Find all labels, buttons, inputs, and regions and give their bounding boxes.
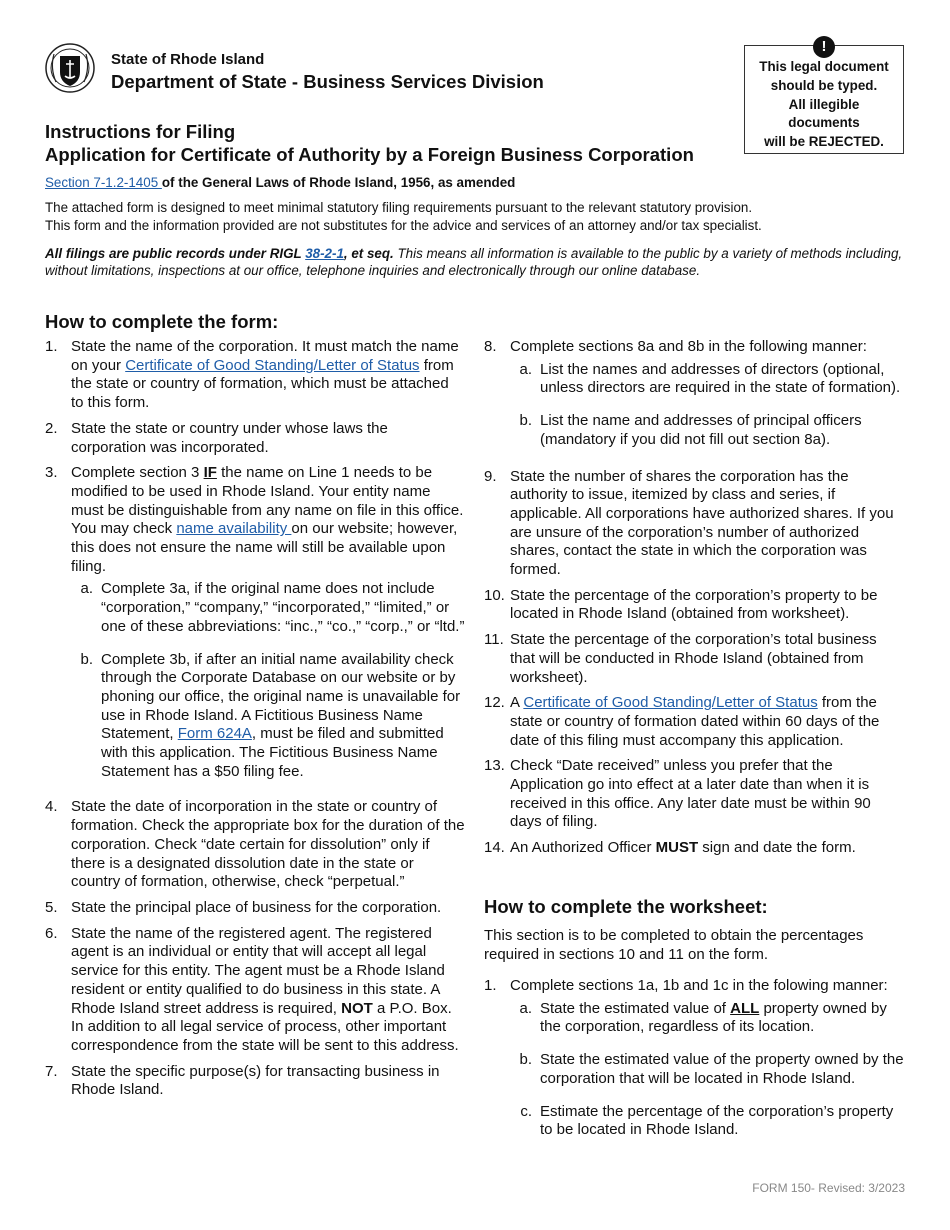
intro-text bbox=[45, 199, 905, 236]
sub-list-item bbox=[510, 361, 904, 398]
list-item bbox=[484, 587, 904, 624]
notice-line: should be typed. bbox=[770, 77, 878, 93]
item-number: 8. bbox=[484, 338, 497, 355]
item-text: State the name of the registered agent. The registered agent is an individual or entity that will accept all legal service for this entity. The agent must be a Rhode Island resident or entity qualified to do business in this state. A Rhode Island street address is required, NOT a P.O. Box. In addition to all legal service of process, other important correspondence from the state will be sent to this address. bbox=[71, 924, 459, 1054]
typed-notice-box bbox=[744, 38, 904, 154]
item-text: State the percentage of the corporation’s property to be located in Rhode Island (obtained from worksheet). bbox=[510, 586, 878, 623]
law-reference bbox=[45, 175, 515, 190]
public-text: This means all information is available to the public by a variety of methods including, without limitations, inspections at our office, telephone inquiries and electronically through our online database. bbox=[45, 246, 903, 278]
list-item bbox=[45, 798, 465, 892]
item-number: 13. bbox=[484, 757, 505, 775]
list-item bbox=[484, 977, 904, 996]
item-letter: a. bbox=[80, 580, 93, 598]
item-letter: c. bbox=[520, 1102, 532, 1120]
item-number: 14. bbox=[484, 839, 505, 857]
notice-line: All illegible bbox=[788, 96, 860, 112]
certificate-link[interactable]: Certificate of Good Standing/Letter of Status bbox=[125, 356, 420, 374]
item-text: State the specific purpose(s) for transacting business in Rhode Island. bbox=[71, 1062, 440, 1099]
sub-list-item bbox=[510, 1103, 904, 1140]
worksheet-intro: This section is to be completed to obtain the percentages required in sections 10 and 11 on the form. bbox=[484, 927, 864, 963]
notice-line: will be REJECTED. bbox=[764, 134, 884, 150]
worksheet-instructions bbox=[484, 977, 904, 1154]
rhode-island-seal-logo bbox=[44, 42, 96, 94]
list-item bbox=[45, 338, 465, 413]
list-item bbox=[484, 338, 904, 357]
page-title-line-1: Instructions for Filing bbox=[45, 121, 236, 142]
list-item bbox=[484, 694, 904, 750]
item-number: 2. bbox=[45, 419, 58, 437]
item-number: 11. bbox=[484, 631, 504, 649]
list-item bbox=[45, 1063, 465, 1100]
list-item bbox=[45, 899, 465, 918]
item-number: 4. bbox=[45, 798, 58, 816]
item-number: 5. bbox=[45, 898, 58, 916]
item-letter: a. bbox=[519, 999, 532, 1017]
list-item bbox=[484, 468, 904, 580]
sub-list-item bbox=[510, 412, 904, 449]
how-to-complete-worksheet-heading: How to complete the worksheet: bbox=[484, 896, 768, 917]
item-text: List the names and addresses of directors (optional, unless directors are required in the state of formation). bbox=[540, 360, 901, 397]
list-item bbox=[484, 631, 904, 687]
public-records-notice bbox=[45, 245, 905, 279]
list-item bbox=[45, 420, 465, 457]
item-number: 12. bbox=[484, 694, 505, 712]
state-name: State of Rhode Island bbox=[111, 51, 265, 68]
intro-line: This form and the information provided are not substitutes for the advice and services of an attorney and/or tax specialist. bbox=[45, 218, 762, 234]
section-link[interactable]: Section 7-1.2-1405 bbox=[45, 175, 162, 190]
page-title-line-2: Application for Certificate of Authority by a Foreign Business Corporation bbox=[45, 144, 694, 165]
item-text: State the number of shares the corporation has the authority to issue, itemized by class and series, if applicable. All corporations have authorized shares. If you are unsure of the corporation’s number of authorized shares, contact the state in which the corporation was formed. bbox=[510, 467, 894, 579]
item-text: Complete sections 8a and 8b in the following manner: bbox=[510, 338, 867, 355]
certificate-link-2[interactable]: Certificate of Good Standing/Letter of Status bbox=[523, 694, 818, 712]
item-text: Estimate the percentage of the corporation’s property to be located in Rhode Island. bbox=[540, 1102, 894, 1139]
item-text: State the principal place of business for the corporation. bbox=[71, 898, 442, 916]
list-item bbox=[45, 925, 465, 1056]
sub-list-item bbox=[510, 1000, 904, 1037]
item-text: A Certificate of Good Standing/Letter of Status from the state or country of formation dated within 60 days of the date of this filing must accompany this application. bbox=[510, 694, 880, 749]
form-instructions-right bbox=[484, 338, 904, 865]
item-number: 1. bbox=[45, 338, 58, 355]
item-text: State the state or country under whose laws the corporation was incorporated. bbox=[71, 419, 388, 456]
item-text: State the percentage of the corporation’s total business that will be conducted in Rhode Island (obtained from worksheet). bbox=[510, 631, 877, 686]
how-to-complete-form-heading: How to complete the form: bbox=[45, 311, 279, 332]
item-text: An Authorized Officer MUST sign and date the form. bbox=[510, 839, 856, 857]
item-number: 9. bbox=[484, 467, 497, 485]
notice-line: documents bbox=[788, 115, 860, 131]
item-text: Complete sections 1a, 1b and 1c in the folowing manner: bbox=[510, 977, 888, 994]
item-number: 7. bbox=[45, 1062, 58, 1080]
public-bold: All filings are public records under RIGL bbox=[45, 246, 306, 261]
intro-line: The attached form is designed to meet minimal statutory filing requirements pursuant to the relevant statutory provision. bbox=[45, 200, 753, 215]
department-name: Department of State - Business Services Division bbox=[111, 71, 544, 92]
item-letter: b. bbox=[80, 650, 93, 668]
item-text: State the name of the corporation. It must match the name on your Certificate of Good Standing/Letter of Status from the state or country of formation, which must be attached to this form. bbox=[71, 338, 459, 412]
item-number: 10. bbox=[484, 586, 505, 604]
sub-list-item bbox=[71, 580, 465, 636]
public-bold-end: , et seq. bbox=[343, 246, 394, 261]
item-letter: a. bbox=[519, 360, 532, 378]
item-text: Complete 3b, if after an initial name availability check through the Corporate Database on our website or by phoning our office, the original name is unavailable for use in Rhode Island. A Fictitious Business Name Statement, Form 624A, must be filed and submitted with this application. The Fictitious Business Name Statement has a $50 filing fee. bbox=[101, 650, 461, 780]
item-letter: b. bbox=[519, 1051, 532, 1069]
item-text: Check “Date received” unless you prefer that the Application go into effect at a later date than when it is received in this office. Any later date must be within 90 days of filing. bbox=[510, 757, 871, 831]
item-number: 3. bbox=[45, 464, 58, 482]
item-text: State the estimated value of the property owned by the corporation that will be located in Rhode Island. bbox=[540, 1051, 904, 1087]
list-item bbox=[484, 757, 904, 832]
name-availability-link[interactable]: name availability bbox=[176, 520, 292, 538]
form-624a-link[interactable]: Form 624A bbox=[177, 725, 252, 743]
item-text: Complete 3a, if the original name does not include “corporation,” “company,” “incorporated,” “limited,” or one of these abbreviations: “inc.,” “co.,” “corp.,” or “ltd.” bbox=[101, 580, 465, 635]
list-item bbox=[45, 464, 465, 576]
notice-line: This legal document bbox=[759, 59, 889, 74]
form-instructions-left bbox=[45, 338, 465, 1107]
item-number: 1. bbox=[484, 977, 497, 994]
sub-list-item bbox=[71, 651, 465, 782]
exclamation-icon: ! bbox=[813, 36, 835, 58]
law-reference-text: of the General Laws of Rhode Island, 1956, as amended bbox=[161, 175, 516, 190]
rigl-link[interactable]: 38-2-1 bbox=[305, 246, 344, 261]
item-text: State the date of incorporation in the state or country of formation. Check the appropriate box for the duration of the corporation. Check “date certain for dissolution” only if there is a designated dissolution date in the state or country of formation, otherwise, check “perpetual.” bbox=[71, 798, 465, 891]
form-revision-footer: FORM 150- Revised: 3/2023 bbox=[752, 1181, 905, 1195]
list-item bbox=[484, 839, 904, 858]
item-number: 6. bbox=[45, 924, 58, 942]
item-letter: b. bbox=[519, 412, 532, 430]
sub-list-item bbox=[510, 1051, 904, 1088]
item-text: Complete section 3 IF the name on Line 1 needs to be modified to be used in Rhode Island. Your entity name must be distinguishable from any name on file in this office. You may check name availability on our website; however, this does not ensure the name will still be available upon filing. bbox=[71, 464, 464, 575]
item-text: State the estimated value of ALL property owned by the corporation, regardless of its location. bbox=[540, 999, 887, 1036]
item-text: List the name and addresses of principal officers (mandatory if you did not fill out section 8a). bbox=[540, 412, 862, 448]
